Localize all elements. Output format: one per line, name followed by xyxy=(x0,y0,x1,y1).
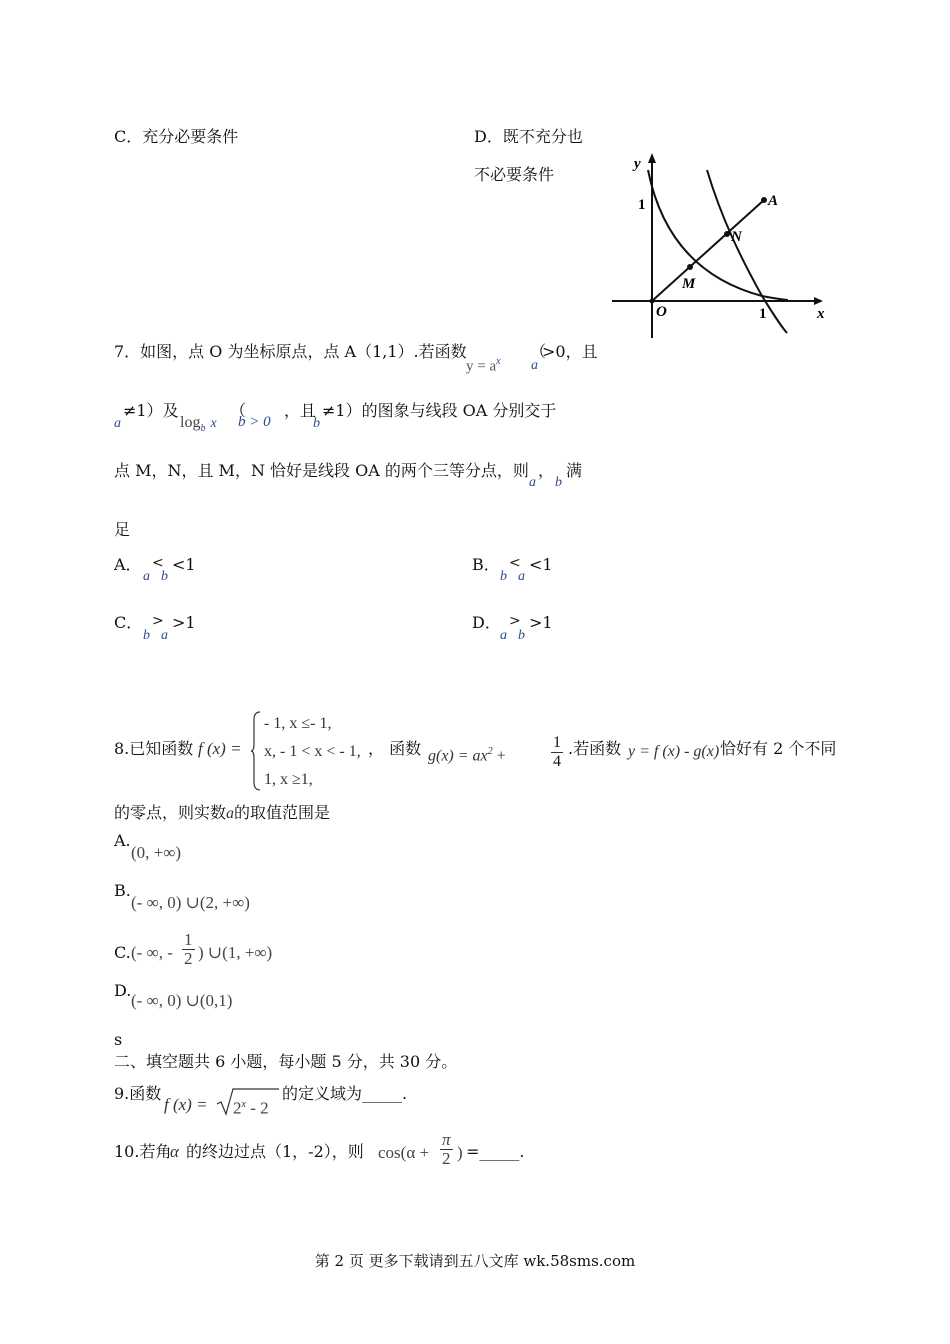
q7-option-a-va: a xyxy=(143,569,150,584)
q10-cos: cos(α + xyxy=(378,1143,430,1162)
q7-var-a1: a xyxy=(531,358,538,373)
q7-option-c-vb: b xyxy=(143,628,150,643)
q7-line3-b: b xyxy=(555,475,562,490)
q7-option-d-va: a xyxy=(500,628,507,643)
q7-option-b-op: < xyxy=(509,555,521,571)
label-a: A xyxy=(768,193,779,209)
q8-option-b-value: (- ∞, 0) ∪(2, +∞) xyxy=(131,893,250,912)
section2-heading: 二、填空题共 6 小题，每小题 5 分，共 30 分。 xyxy=(114,1052,458,1071)
q7-line1 xyxy=(114,342,467,362)
q8-option-a-value: (0, +∞) xyxy=(131,843,182,862)
q7-line2-a: ≠1）及 xyxy=(123,401,179,420)
q9-tail: 的定义域为_____. xyxy=(282,1084,408,1103)
q10-pi: π xyxy=(442,1130,451,1149)
q8-option-d-label: D. xyxy=(114,981,132,1000)
q8-gx-text: g(x) = ax xyxy=(428,747,488,765)
q7-log xyxy=(180,412,217,439)
q8-case2: x, - 1 < x < - 1, xyxy=(264,743,361,760)
q7-option-c-op: > xyxy=(152,613,164,629)
q7-option-b-label: B． xyxy=(472,555,500,574)
q8-option-a-label: A. xyxy=(114,831,131,850)
q7-line3: 点 M，N，且 M，N 恰好是线段 OA 的两个三等分点，则 xyxy=(114,461,529,480)
q8-brace xyxy=(250,710,262,792)
point-o xyxy=(650,299,655,304)
q9-root-tail: - 2 xyxy=(245,1098,269,1118)
q8-option-c-pre: (- ∞, - xyxy=(131,943,173,962)
q10-two: 2 xyxy=(442,1149,451,1168)
q7-option-a-vb: b xyxy=(161,569,168,584)
q6-option-d-line2: 不必要条件 xyxy=(474,165,555,184)
q10-lead: 10.若角 xyxy=(114,1142,172,1161)
q8-line2-a: 的零点，则实数 xyxy=(114,803,227,822)
q7-option-d-vb: b xyxy=(518,628,525,643)
q8-option-c-label: C. xyxy=(114,943,131,962)
q7-line3-a: a xyxy=(529,475,536,490)
q7-var-a2: a xyxy=(114,416,121,431)
point-a xyxy=(761,197,767,203)
q7-line2-d: ≠1）的图象与线段 OA 分别交于 xyxy=(322,401,557,420)
q6-option-c: C．充分必要条件 xyxy=(114,127,239,146)
q9-radicand xyxy=(233,1095,269,1119)
q7-paren: （ xyxy=(530,342,547,361)
q7-option-a-tail: <1 xyxy=(172,555,196,574)
q7-line4: 足 xyxy=(114,520,131,539)
q7-line1-text: 7．如图，点 O 为坐标原点，点 A（1,1）.若函数 xyxy=(114,342,467,361)
segment-oa xyxy=(652,200,764,301)
q7-log-x: x xyxy=(210,416,217,431)
q7-eq-exp xyxy=(466,352,501,376)
q7-line3-tail: 满 xyxy=(566,461,583,480)
q9-fx: f (x) = xyxy=(164,1095,208,1114)
point-m xyxy=(687,264,693,270)
q8-c-num: 1 xyxy=(184,930,193,949)
q7-log-sub: b xyxy=(200,423,206,435)
q8-gx xyxy=(428,742,506,766)
q7-var-b: b xyxy=(313,416,320,431)
q7-option-a-op: < xyxy=(152,555,164,571)
q7-eq-sup: x xyxy=(496,356,501,367)
q7-b-cond: b > 0 xyxy=(238,414,271,430)
q8-frac-num: 1 xyxy=(553,734,561,751)
q8-line2-b: 的取值范围是 xyxy=(234,803,331,822)
q8-tail: 恰好有 2 个不同 xyxy=(720,739,837,758)
q9-root-sup: x xyxy=(241,1099,246,1110)
graph-figure xyxy=(612,150,827,340)
q8-mid: ， 函数 xyxy=(368,739,422,758)
q7-line3-comma: ， xyxy=(538,461,555,480)
q10-fraction xyxy=(440,1131,453,1168)
q7-option-d-tail: >1 xyxy=(529,613,553,632)
label-one-x: 1 xyxy=(759,306,767,322)
label-m: M xyxy=(682,276,696,292)
page-footer: 第 2 页 更多下载请到五八文库 wk.58sms.com xyxy=(314,1252,636,1270)
q8-c-den: 2 xyxy=(184,949,193,968)
label-x: x xyxy=(817,306,825,322)
q8-option-b-label: B. xyxy=(114,881,131,900)
q8-frac-den: 4 xyxy=(553,753,561,770)
q7-line1-tail: >0，且 xyxy=(542,342,598,361)
q7-eq-base: y = a xyxy=(466,358,497,375)
q7-option-d-op: > xyxy=(509,613,521,629)
q7-line2-paren: （ xyxy=(230,401,247,420)
q8-gx-sup: 2 xyxy=(487,746,493,757)
q8-fx: f (x) = xyxy=(198,739,242,758)
exponential-curve xyxy=(648,170,788,300)
q7-log-text: log xyxy=(180,414,201,431)
q7-option-b-vb: b xyxy=(500,569,507,584)
stray-char: s xyxy=(114,1030,123,1049)
q7-option-a-label: A． xyxy=(114,555,142,574)
q9-root-base: 2 xyxy=(233,1098,242,1118)
q8-option-c-fraction xyxy=(182,931,195,968)
q6-option-d-line1: D．既不充分也 xyxy=(474,127,583,146)
y-axis-arrow xyxy=(648,153,656,163)
q8-case1: - 1, x ≤- 1, xyxy=(264,715,332,732)
q8-line2-var: a xyxy=(226,805,235,822)
q7-option-d-label: D． xyxy=(472,613,501,632)
point-n xyxy=(724,231,730,237)
label-n: N xyxy=(731,229,742,245)
label-o: O xyxy=(656,304,667,320)
q9-lead: 9.函数 xyxy=(114,1084,162,1103)
q8-lead: 8.已知函数 xyxy=(114,739,194,758)
q10-mid: 的终边过点（1，-2），则 xyxy=(186,1142,364,1161)
q7-option-b-tail: <1 xyxy=(529,555,553,574)
q8-option-c-post: ) ∪(1, +∞) xyxy=(198,943,273,962)
q10-close: ) xyxy=(457,1143,463,1162)
q8-fraction xyxy=(551,734,563,771)
q7-option-c-label: C． xyxy=(114,613,143,632)
q8-option-d-value: (- ∞, 0) ∪(0,1) xyxy=(131,991,233,1010)
q8-case3: 1, x ≥1, xyxy=(264,771,313,788)
q7-option-b-va: a xyxy=(518,569,525,584)
q10-tail: =_____. xyxy=(466,1142,525,1161)
label-one-y: 1 xyxy=(638,197,646,213)
q8-line2 xyxy=(114,803,330,824)
q8-after: .若函数 xyxy=(568,739,622,758)
q10-alpha: α xyxy=(170,1142,179,1161)
x-axis-arrow xyxy=(814,297,823,305)
q7-option-c-tail: >1 xyxy=(172,613,196,632)
q7-option-c-va: a xyxy=(161,628,168,643)
q7-line2-c: ，且 xyxy=(284,401,317,420)
q8-plus: + xyxy=(496,747,506,765)
label-y: y xyxy=(634,156,641,172)
q8-yfg: y = f (x) - g(x) xyxy=(628,743,720,760)
